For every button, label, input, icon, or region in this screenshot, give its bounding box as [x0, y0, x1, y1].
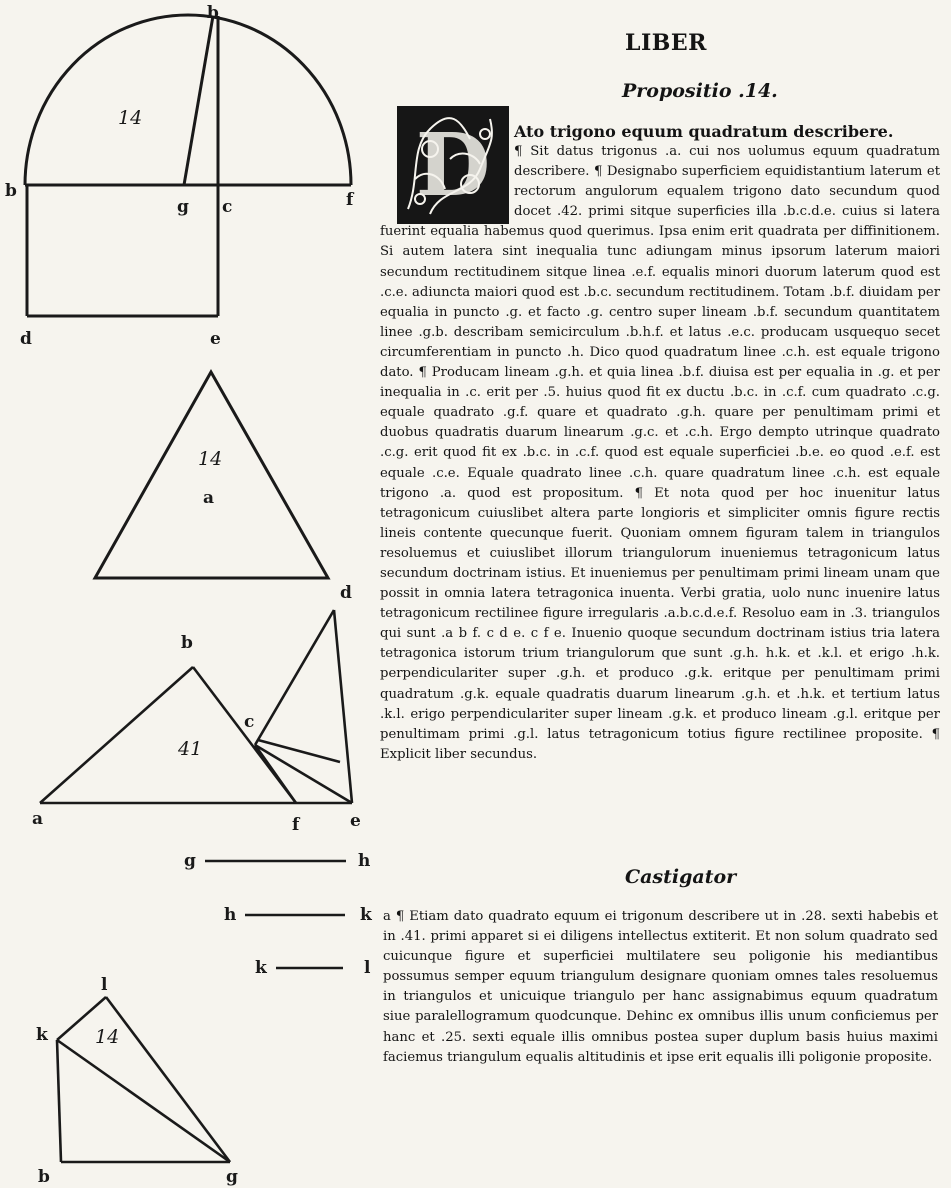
- label-a: a: [32, 809, 44, 829]
- figure-tetragonic-construction: [57, 997, 230, 1162]
- triangle-a: [95, 372, 328, 578]
- segment-label: k: [360, 905, 372, 925]
- label-l: l: [101, 975, 108, 995]
- side-lg: [106, 997, 230, 1162]
- diag-cf: [255, 745, 296, 803]
- segment-label: k: [255, 958, 267, 978]
- segment-label: g: [184, 851, 196, 871]
- figure-number: 14: [95, 1026, 120, 1048]
- diag-kg: [57, 1040, 230, 1162]
- castigator-text: a ¶ Etiam dato quadrato equum ei trigonum describere ut in .28. sexti habebis et in .41. primi apparet si ei diligens intellectus extiterit. Et non solum quadrato sed cuicunque figure et superficiei multilatere seu poligonie his mediantibus possumus semper equum triangulum designare quoniam omnes tales resoluemus in triangulos et unicuique triangulo per hanc assignabimus equum quadratum siue paralellogramum quodcunque. Dehinc ex omnibus illis unum conficiemus per hanc et .25. sexti equale illis omnibus postea super duplum basis huius maximi faciemus triangulum equalis altitudinis et ipse erit equalis illi poligonie proposite.: [383, 909, 938, 1065]
- label-f: f: [292, 815, 300, 835]
- label-d: d: [20, 329, 32, 349]
- figure-triangle-a: [95, 372, 328, 578]
- label-c: c: [222, 197, 233, 217]
- proposition-enunciation: Ato trigono equum quadratum describere.: [514, 122, 894, 141]
- figure-number: 14: [198, 448, 223, 470]
- side-de: [334, 610, 352, 803]
- figure-number: 41: [178, 738, 203, 760]
- figure-polygon-abcdef: [40, 610, 352, 803]
- proposition-body: ¶ Sit datus trigonus .a. cui nos uolumus equum quadratum describere. ¶ Designabo superficiem equidistantium laterum et rectorum angulorum equalem trigono dato secundum quod docet .42. primi sitque superficies illa .b.c.d.e. cuius si latera fuerint equalia habemus quod querimus. Ipsa enim erit quadrata per diffinitionem. Si autem latera sint inequalia tunc adiungam minus ipsorum laterum maiori secundum rectitudinem sitque linea .e.f. equalis minori duorum laterum quod est .c.e. adiuncta maiori quod est .b.c. secundum rectitudinem. Totam .b.f. diuidam per equalia in puncto .g. et facto .g. centro super lineam .b.f. secundum quantitatem linee .g.b. describam semicirculum .b.h.f. et latus .e.c. producam usquequo secet circumferentiam in puncto .h. Dico quod quadratum linee .c.h. est equale trigono dato. ¶ Producam lineam .g.h. et quia linea .b.f. diuisa est per equalia in .g. et per inequalia in .c. erit per .5. huius quod fit ex ductu .b.c. in .c.f. cum quadrato .c.g. equale quadrato .g.f. quare et quadrato .g.h. quare per penultimam primi et duobus quadratis duarum linearum .g.c. et .c.h. Ergo dempto utrinque quadrato .c.g. erit quod fit ex .b.c. in .c.f. quod est equale superficiei .b.e. eo quod .e.f. est equale .c.e. Equale quadrato linee .c.h. quare quadratum linee .c.h. est equale trigono .a. quod est propositum. ¶ Et nota quod per hoc inuenitur latus tetragonicum cuiuslibet altera parte longioris et simpliciter omnis figure rectis lineis contente quecunque fuerit. Quoniam omnem figuram talem in triangulos resoluemus et cuiuslibet illorum triangulorum inueniemus tetragonicum latus secundum doctrinam istius. Et inueniemus per penultimam primi lineam unam que possit in omnia latera tetragonica inuenta. Verbi gratia, uolo nunc inuenire latus tetragonicum rectilinee figure irregularis .a.b.c.d.e.f. Resoluo eam in .3. triangulos qui sunt .a b f. c d e. c f e. Inuenio quoque secundum doctrinam istius tria latera tetragonica istorum trium triangulorum que sunt .g.h. h.k. et .k.l. et erigo .h.k. perpendiculariter super .g.h. et produco .g.k. eritque per penultimam primi quadratum .g.k. equale quadratis duarum linearum .g.h. et .h.k. et tertium latus .k.l. erigo perpendiculariter super lineam .g.k. et produco lineam .g.l. eritque per penultimam primi .g.l. latus tetragonicum totius figure rectilinee proposite. ¶ Explicit liber secundus.: [380, 144, 940, 762]
- proposition-title: Propositio .14.: [622, 80, 778, 102]
- castigator-heading: Castigator: [625, 866, 737, 888]
- side-ab: [40, 667, 193, 803]
- label-b: b: [181, 633, 193, 653]
- diag-ce-inner: [258, 740, 340, 762]
- diag-ce: [255, 745, 352, 803]
- figures-panel: [0, 0, 380, 1188]
- label-c: c: [244, 712, 255, 732]
- label-b-top: b: [207, 3, 219, 23]
- label-e: e: [210, 329, 221, 349]
- side-cd: [255, 610, 334, 745]
- figure-semicircle-rectangle: [25, 15, 351, 316]
- label-b: b: [38, 1167, 50, 1187]
- label-g: g: [226, 1167, 238, 1187]
- initial-letter: D: [415, 114, 491, 216]
- segment-label: h: [224, 905, 237, 925]
- radius-gh: [184, 16, 213, 185]
- side-bk: [57, 1040, 61, 1162]
- label-e: e: [350, 811, 361, 831]
- proposition-text: [380, 122, 940, 765]
- label-d: d: [340, 583, 352, 603]
- label-b-left: b: [5, 181, 17, 201]
- initial-spacer: [380, 122, 514, 222]
- running-title: LIBER: [625, 30, 707, 56]
- label-g: g: [177, 197, 189, 217]
- label-f: f: [346, 190, 354, 210]
- segment-label: h: [358, 851, 371, 871]
- segment-label: l: [364, 958, 371, 978]
- label-a: a: [203, 488, 215, 508]
- label-k: k: [36, 1025, 48, 1045]
- figure-number: 14: [118, 107, 143, 129]
